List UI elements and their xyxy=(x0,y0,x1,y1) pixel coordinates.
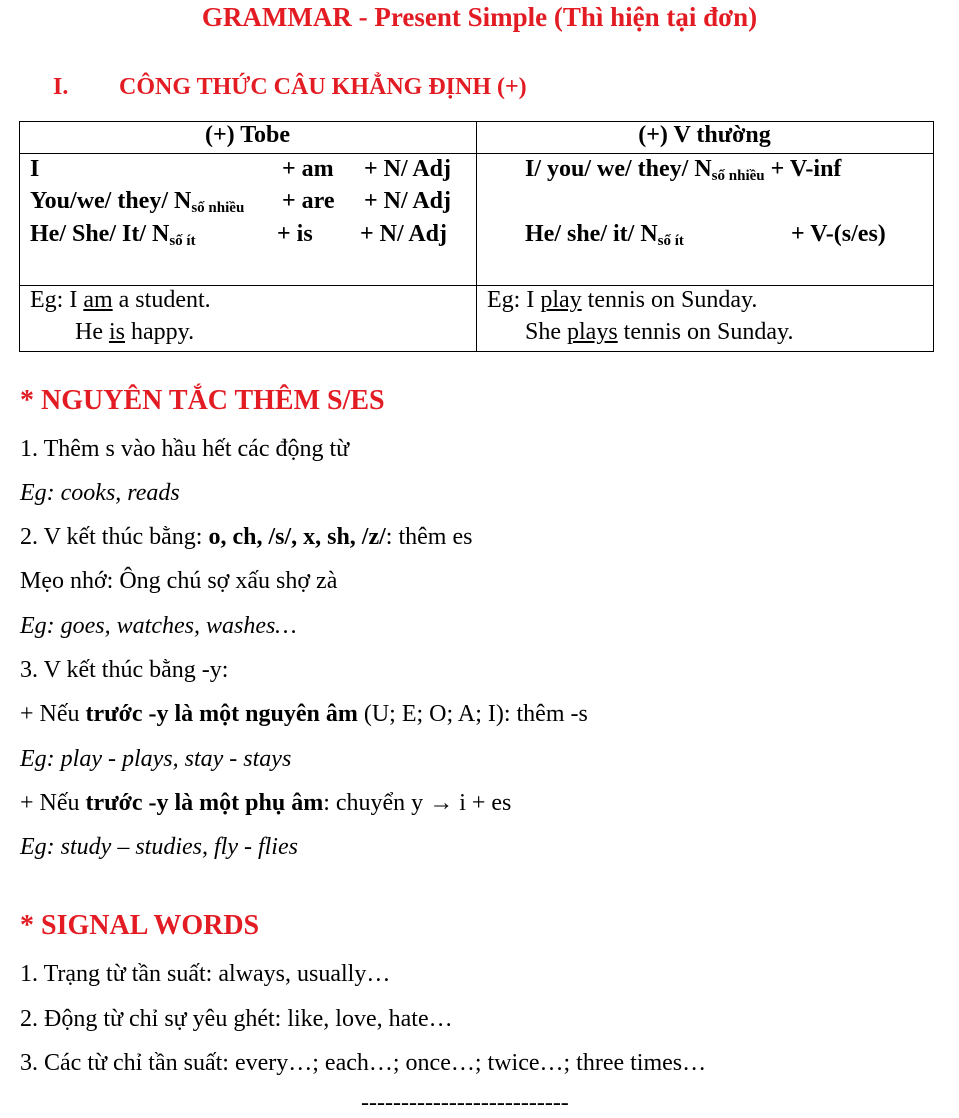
tobe-verb: + is xyxy=(277,221,313,247)
table-header-v: (+) V thường xyxy=(638,122,771,148)
rule-1: 1. Thêm s vào hầu hết các động từ xyxy=(20,436,350,462)
section-heading: CÔNG THỨC CÂU KHẲNG ĐỊNH (+) xyxy=(119,74,527,100)
example-tobe-1: Eg: I am a student. xyxy=(30,287,211,313)
section-number: I. xyxy=(53,74,69,100)
signal-heading: * SIGNAL WORDS xyxy=(20,910,260,941)
rules-heading: * NGUYÊN TẮC THÊM S/ES xyxy=(20,385,385,416)
divider: -------------------------- xyxy=(361,1090,569,1116)
tobe-verb: + am xyxy=(282,156,334,182)
v-verb-singular: + V-(s/es) xyxy=(791,221,886,247)
rule-3: 3. V kết thúc bằng -y: xyxy=(20,657,229,683)
rule-3b-example: Eg: study – studies, fly - flies xyxy=(20,834,298,860)
tobe-complement: + N/ Adj xyxy=(360,221,448,247)
tobe-subject: You/we/ they/ $N_{số nhiều}$ xyxy=(30,188,245,216)
example-v-1: Eg: I play tennis on Sunday. xyxy=(487,287,758,313)
tobe-subject: I xyxy=(30,156,40,182)
tobe-verb: + are xyxy=(282,188,335,214)
rule-2-tip: Mẹo nhớ: Ông chú sợ xấu shợ zà xyxy=(20,568,338,594)
rule-3a-example: Eg: play - plays, stay - stays xyxy=(20,746,292,772)
tobe-complement: + N/ Adj xyxy=(364,188,452,214)
v-formula-plural: I/ you/ we/ they/ $N_{số nhiều} + V-inf$ xyxy=(525,156,842,184)
v-subject-singular: He/ she/ it/ $N_{số ít}$ xyxy=(525,221,684,249)
rule-1-example: Eg: cooks, reads xyxy=(20,480,180,506)
tobe-subject: He/ She/ It/ $N_{số ít}$ xyxy=(30,221,196,249)
signal-3: 3. Các từ chỉ tần suất: every…; each…; once…; twice…; three times… xyxy=(20,1050,707,1076)
signal-2: 2. Động từ chỉ sự yêu ghét: like, love, hate… xyxy=(20,1006,453,1032)
signal-1: 1. Trạng từ tần suất: always, usually… xyxy=(20,961,391,987)
tobe-complement: + N/ Adj xyxy=(364,156,452,182)
example-v-2: She plays tennis on Sunday. xyxy=(525,319,794,345)
example-tobe-2: He is happy. xyxy=(75,319,195,345)
formula-table xyxy=(19,121,934,352)
table-header-tobe: (+) Tobe xyxy=(204,122,291,148)
page-title: GRAMMAR - Present Simple (Thì hiện tại đơn) xyxy=(201,2,758,32)
rule-3b: + Nếu trước -y là một phụ âm: chuyển y → i + es xyxy=(20,790,512,816)
arrow-right-icon: → xyxy=(429,790,454,816)
rule-3a: + Nếu trước -y là một nguyên âm (U; E; O; A; I): thêm -s xyxy=(20,701,588,727)
rule-2: 2. V kết thúc bằng: o, ch, /s/, x, sh, /z/: thêm es xyxy=(20,524,473,550)
rule-2-example: Eg: goes, watches, washes… xyxy=(20,613,297,639)
